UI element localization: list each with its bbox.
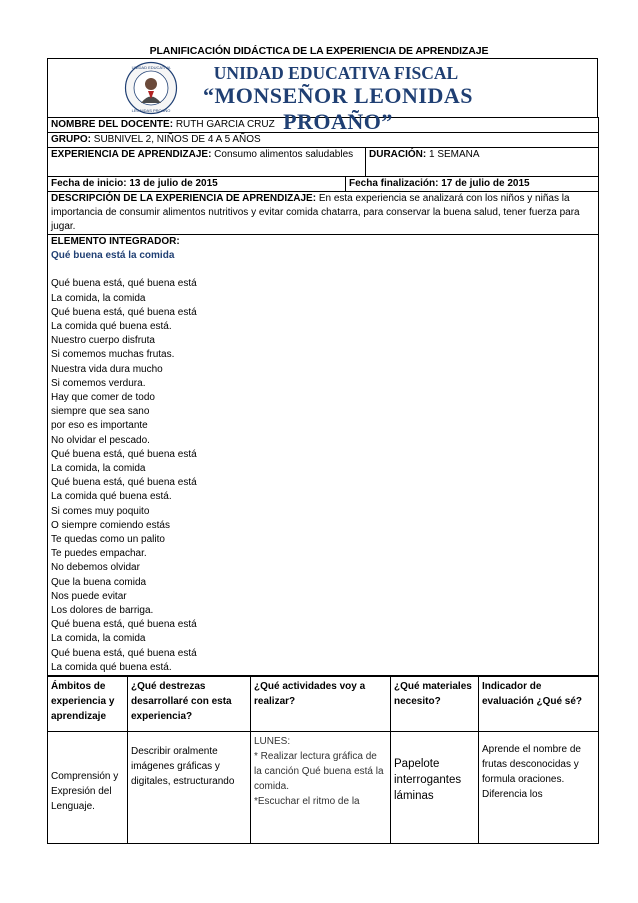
grid-header-row	[48, 677, 599, 732]
song-line: Si comemos muchas frutas.	[51, 349, 175, 361]
song-line: La comida, la comida	[51, 292, 146, 304]
dates-row	[48, 177, 599, 192]
cell-indicator: Aprende el nombre de frutas desconocidas y formula oraciones. Diferencia los	[479, 732, 599, 844]
activity-day: LUNES:	[254, 736, 291, 748]
song-title: Qué buena está la comida	[51, 250, 175, 262]
song-line: Qué buena está, qué buena está	[51, 278, 197, 290]
header-destrezas: ¿Qué destrezas desarrollaré con esta experiencia?	[128, 677, 251, 732]
description-label: DESCRIPCIÓN DE LA EXPERIENCIA DE APRENDIZAJE:	[51, 193, 317, 204]
song-line: Que la buena comida	[51, 576, 147, 588]
song-line: siempre que sea sano	[51, 406, 150, 418]
song-line: Qué buena está, qué buena está	[51, 448, 197, 460]
song-line: por eso es importante	[51, 420, 148, 432]
song-line: Nos puede evitar	[51, 590, 127, 602]
grid-row	[48, 732, 599, 844]
duration-value: 1 SEMANA	[426, 149, 480, 160]
school-name-line1: UNIDAD EDUCATIVA FISCAL	[213, 63, 459, 83]
description-row	[48, 192, 599, 235]
song-line: La comida, la comida	[51, 633, 146, 645]
song-line: Si comes muy poquito	[51, 505, 150, 517]
song-line: La comida qué buena está.	[51, 321, 172, 333]
header-ambitos: Ámbitos de experiencia y aprendizaje	[48, 677, 128, 732]
header-indicador: Indicador de evaluación ¿Qué sé?	[479, 677, 599, 732]
song-lyrics	[51, 277, 595, 675]
song-line: Qué buena está, qué buena está	[51, 619, 197, 631]
header-actividades: ¿Qué actividades voy a realizar?	[251, 677, 391, 732]
planning-form	[47, 58, 598, 844]
song-line: Los dolores de barriga.	[51, 605, 154, 617]
end-date: Fecha finalización: 17 de julio de 2015	[346, 177, 599, 192]
experience-label: EXPERIENCIA DE APRENDIZAJE:	[51, 149, 212, 160]
song-line: Te quedas como un palito	[51, 534, 165, 546]
song-line: La comida, la comida	[51, 463, 146, 475]
song-line: O siempre comiendo estás	[51, 519, 170, 531]
song-line: Qué buena está, qué buena está	[51, 647, 197, 659]
experience-value: Consumo alimentos saludables	[211, 149, 354, 160]
song-line: Qué buena está, qué buena está	[51, 477, 197, 489]
cell-destreza: Describir oralmente imágenes gráficas y digitales, estructurando	[128, 732, 251, 844]
song-line: Hay que comer de todo	[51, 392, 155, 404]
experience-row	[48, 148, 599, 177]
song-line: Nuestra vida dura mucho	[51, 363, 163, 375]
school-name-line2: “MONSEÑOR LEONIDAS PROAÑO”	[203, 83, 473, 134]
start-date: Fecha de inicio: 13 de julio de 2015	[48, 177, 346, 192]
teacher-label: NOMBRE DEL DOCENTE:	[51, 119, 174, 130]
group-label: GRUPO:	[51, 134, 91, 145]
duration-label: DURACIÓN:	[369, 149, 427, 160]
song-line: La comida qué buena está.	[51, 661, 172, 673]
song-line: No debemos olvidar	[51, 562, 140, 574]
song-line: Si comemos verdura.	[51, 377, 146, 389]
description-value: En esta experiencia se analizará con los niños y niñas la importancia de consumir alimentos nutritivos y evitar comida chatarra, para conservar la buena salud, tener fuerza para jugar.	[51, 193, 580, 232]
integrator-label: ELEMENTO INTEGRADOR:	[51, 236, 180, 247]
activity-1: * Realizar lectura gráfica de la canción Qué buena está la comida.	[254, 751, 384, 793]
group-value: SUBNIVEL 2, NIÑOS DE 4 A 5 AÑOS	[91, 134, 261, 145]
cell-ambito: Comprensión y Expresión del Lenguaje.	[48, 732, 128, 844]
integrator-row	[48, 235, 599, 676]
song-line: Te puedes empachar.	[51, 548, 147, 560]
svg-text:UNIDAD EDUCATIVA: UNIDAD EDUCATIVA	[131, 65, 171, 70]
planning-grid	[47, 676, 599, 844]
song-line: Nuestro cuerpo disfruta	[51, 335, 155, 347]
teacher-value: RUTH GARCIA CRUZ	[173, 119, 275, 130]
document-title: PLANIFICACIÓN DIDÁCTICA DE LA EXPERIENCIA DE APRENDIZAJE	[149, 45, 489, 57]
cell-materials: Papelote interrogantes láminas	[391, 732, 479, 844]
header-materiales: ¿Qué materiales necesito?	[391, 677, 479, 732]
activity-2: *Escuchar el ritmo de la	[254, 796, 360, 808]
song-line: Qué buena está, qué buena está	[51, 306, 197, 318]
song-line: No olvidar el pescado.	[51, 434, 150, 446]
info-table	[47, 117, 599, 676]
svg-text:LEONIDAS PROAÑO: LEONIDAS PROAÑO	[131, 108, 171, 113]
song-line: La comida qué buena está.	[51, 491, 172, 503]
